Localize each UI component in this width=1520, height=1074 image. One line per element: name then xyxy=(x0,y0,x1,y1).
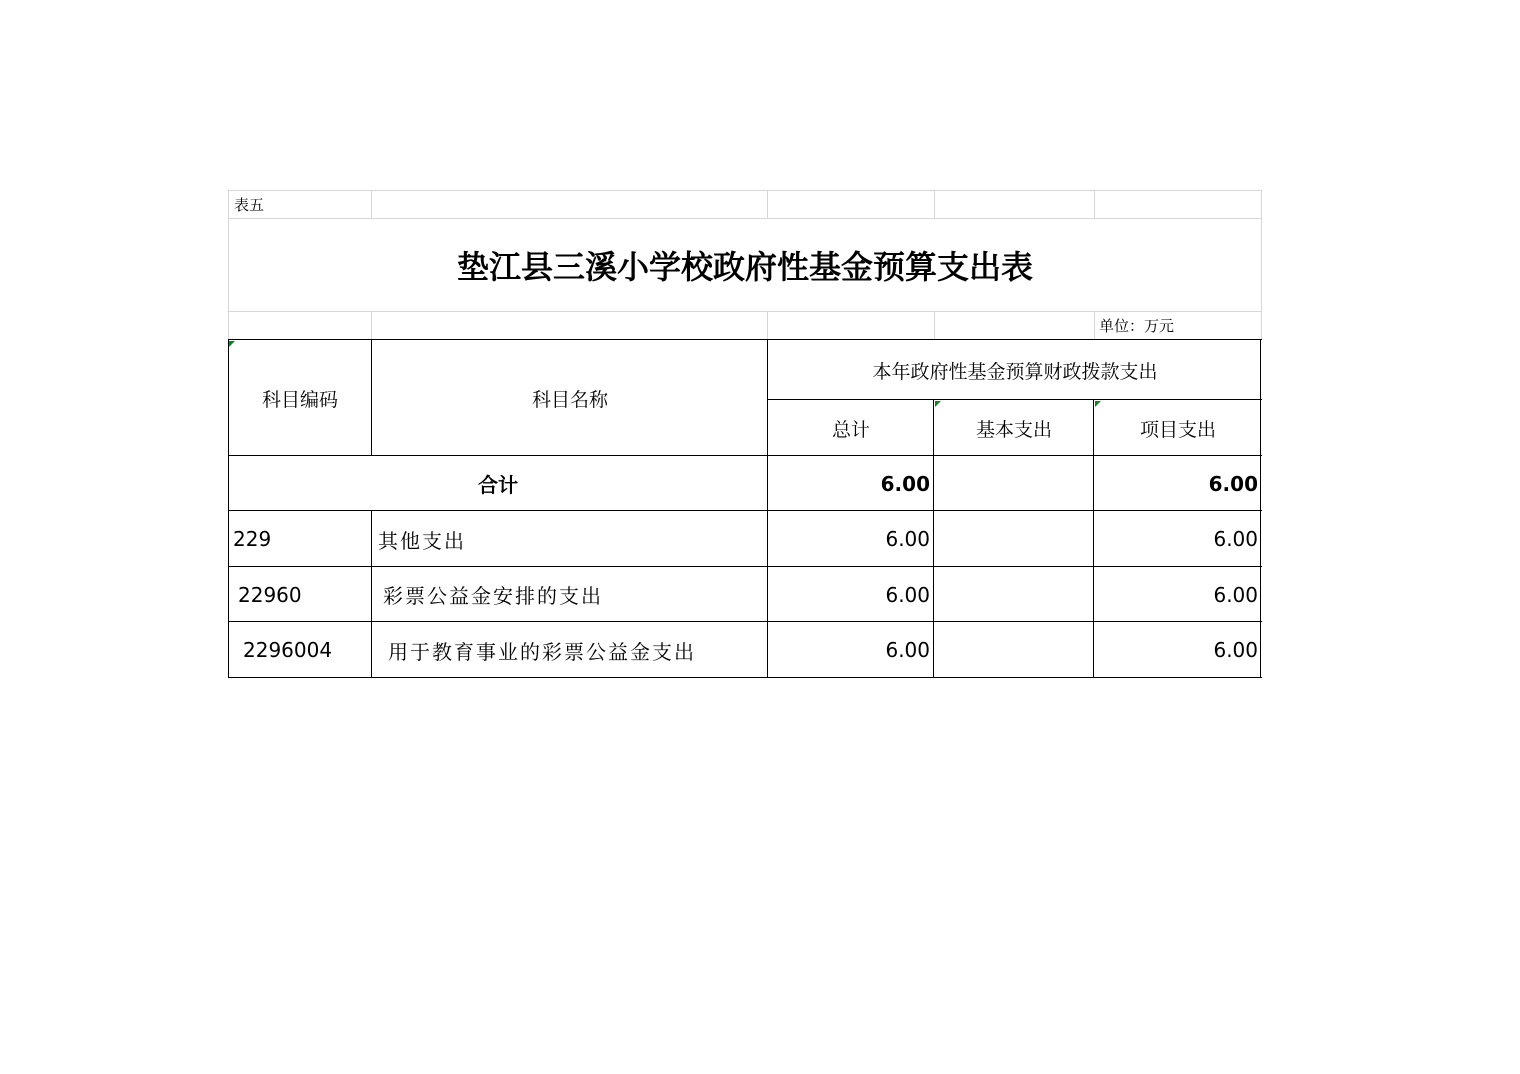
empty-cell xyxy=(228,311,372,340)
empty-cell xyxy=(371,311,768,340)
header-basic: 基本支出 xyxy=(975,418,1052,441)
table-row-name: 彩票公益金安排的支出 xyxy=(383,584,603,608)
header-name: 科目名称 xyxy=(531,388,608,411)
table-row-code: 22960 xyxy=(238,582,302,607)
spreadsheet xyxy=(228,190,1262,680)
empty-cell xyxy=(371,190,768,219)
total-basic xyxy=(934,456,1094,511)
table-row-name: 其他支出 xyxy=(378,528,466,553)
table-row-code: 2296004 xyxy=(243,638,333,662)
grid-line xyxy=(228,677,1262,678)
table-row-total: 6.00 xyxy=(885,638,930,662)
grid-line xyxy=(228,566,1262,567)
cell-marker-icon xyxy=(1095,401,1101,407)
empty-cell xyxy=(767,190,935,219)
table-row-project: 6.00 xyxy=(1213,527,1258,551)
grid-line xyxy=(768,399,1262,400)
table-row-total: 6.00 xyxy=(885,582,930,607)
table-row-project: 6.00 xyxy=(1213,582,1258,607)
header-total: 总计 xyxy=(831,418,870,441)
cell-marker-icon xyxy=(229,341,235,347)
header-group: 本年政府性基金预算财政拨款支出 xyxy=(872,360,1158,383)
empty-cell xyxy=(934,311,1095,340)
grid-line xyxy=(933,399,934,678)
unit-label: 单位：万元 xyxy=(1094,311,1262,340)
cell-marker-icon xyxy=(935,401,941,407)
table-tag: 表五 xyxy=(228,190,372,219)
grid-line xyxy=(371,339,372,456)
table-row-basic xyxy=(934,567,1094,622)
header-project: 项目支出 xyxy=(1139,418,1216,441)
grid-line xyxy=(228,510,1262,511)
grid-line xyxy=(228,455,1262,456)
grid-line xyxy=(228,621,1262,622)
grid-line xyxy=(228,339,229,678)
total-amount: 6.00 xyxy=(880,471,930,496)
table-row-name: 用于教育事业的彩票公益金支出 xyxy=(388,639,696,664)
table-row-project: 6.00 xyxy=(1213,638,1258,662)
page-title: 垫江县三溪小学校政府性基金预算支出表 xyxy=(228,218,1262,312)
table-row-basic xyxy=(934,622,1094,678)
empty-cell xyxy=(934,190,1095,219)
table-row-basic xyxy=(934,511,1094,567)
total-project: 6.00 xyxy=(1208,471,1258,496)
table-row-code: 229 xyxy=(233,527,272,551)
header-code: 科目编码 xyxy=(261,388,338,411)
grid-line xyxy=(228,339,1262,340)
empty-cell xyxy=(1094,190,1262,219)
table-row-total: 6.00 xyxy=(885,527,930,551)
grid-line xyxy=(767,339,768,678)
total-label: 合计 xyxy=(478,473,518,497)
grid-line xyxy=(1260,339,1261,678)
empty-cell xyxy=(767,311,935,340)
grid-line xyxy=(371,510,372,678)
grid-line xyxy=(1093,399,1094,678)
